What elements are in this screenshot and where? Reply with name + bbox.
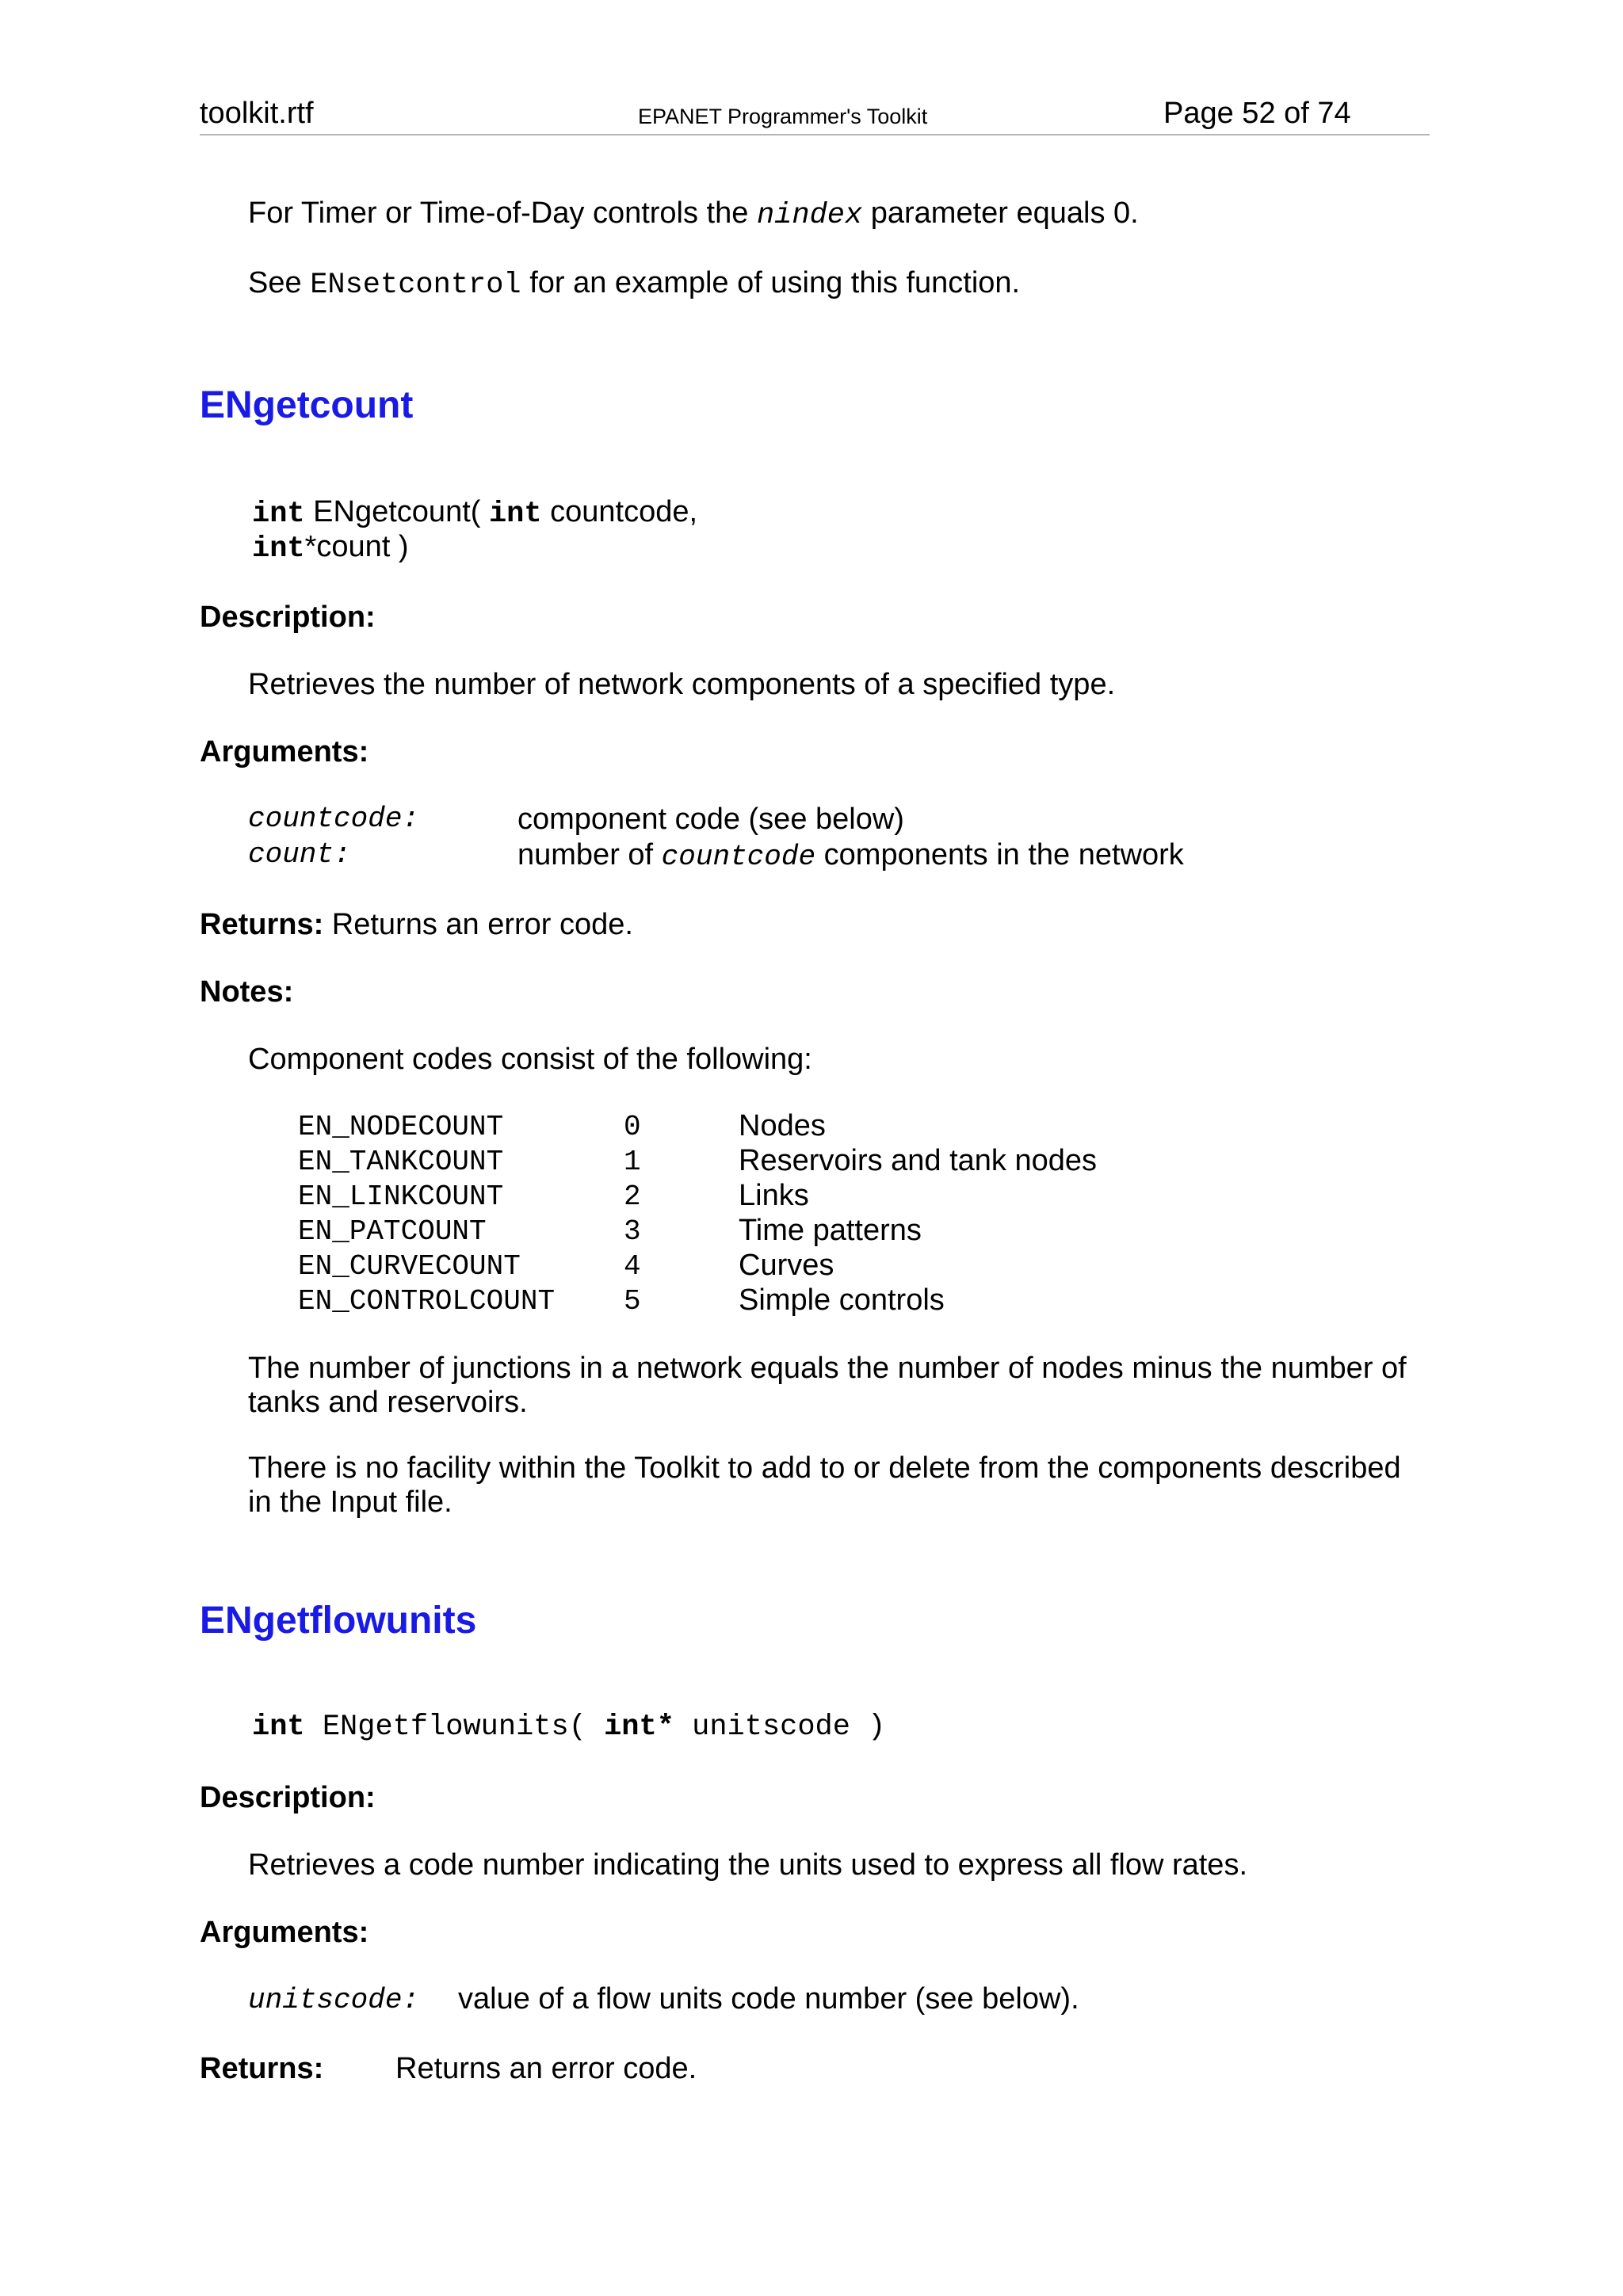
code-value: 4 [624,1250,641,1283]
code-value: 1 [624,1146,641,1178]
signature-line-1 [252,495,697,531]
returns-label: Returns: [200,2052,324,2085]
intro-text: parameter equals 0. [870,196,1139,230]
code-desc: Time patterns [739,1214,922,1247]
arg-desc-countcode: component code (see below) [517,803,904,836]
code-name: EN_PATCOUNT [298,1215,487,1248]
intro-line-1 [248,196,1139,232]
description-text: Retrieves a code number indicating the units used to express all flow rates. [248,1848,1247,1882]
intro-text: See [248,266,302,299]
code-desc: Curves [739,1249,834,1282]
code-value: 0 [624,1111,641,1143]
note-facility-line-1: There is no facility within the Toolkit to add to or delete from the components described [248,1451,1401,1485]
code-value: 5 [624,1285,641,1318]
section-title-engetcount: ENgetcount [200,384,414,426]
intro-text: for an example of using this function. [529,266,1021,299]
description-label: Description: [200,1781,376,1814]
returns-text: Returns an error code. [395,2052,697,2085]
code-desc: Nodes [739,1109,826,1142]
section-title-engetflowunits: ENgetflowunits [200,1600,477,1642]
note-junctions-line-1: The number of junctions in a network equals the number of nodes minus the number of [248,1352,1407,1385]
returns-text: Returns an error code. [331,908,633,941]
keyword-int-pointer: int* [604,1711,674,1744]
header-divider [200,134,1430,135]
signature-line-2 [252,530,409,566]
code-desc: Reservoirs and tank nodes [739,1144,1098,1177]
signature-text: ENgetcount( [304,495,489,528]
arguments-label: Arguments: [200,735,369,769]
code-name: EN_LINKCOUNT [298,1180,504,1213]
note-junctions-line-2: tanks and reservoirs. [248,1386,528,1419]
code-desc: Links [739,1179,809,1212]
returns-label: Returns: [200,908,324,941]
keyword-int: int [252,498,305,531]
code-value: 3 [624,1215,641,1248]
code-name: EN_CONTROLCOUNT [298,1285,556,1318]
description-text: Retrieves the number of network components of a specified type. [248,668,1116,701]
arg-name-countcode: countcode: [248,803,420,835]
code-value: 2 [624,1180,641,1213]
header-doc-title: EPANET Programmer's Toolkit [638,105,928,128]
function-ref-ensetcontrol: ENsetcontrol [310,269,521,302]
keyword-int: int [488,498,542,531]
code-name: EN_NODECOUNT [298,1111,504,1143]
signature-flowunits [252,1711,885,1744]
signature-text: unitscode ) [674,1711,886,1744]
intro-text: For Timer or Time-of-Day controls the [248,196,749,230]
arg-name-count: count: [248,838,351,871]
signature-text: *count ) [304,530,409,563]
arg-name-unitscode: unitscode: [248,1984,420,2016]
header-file-name: toolkit.rtf [200,97,314,130]
keyword-int: int [252,532,305,566]
notes-intro: Component codes consist of the following: [248,1043,812,1076]
code-name: EN_TANKCOUNT [298,1146,504,1178]
arg-desc-text: number of [517,838,654,871]
header-page-label: Page 52 of 74 [1163,97,1351,130]
arguments-label: Arguments: [200,1916,369,1949]
arg-desc-count [517,838,1184,873]
signature-text: ENgetflowunits( [304,1711,605,1744]
returns-line [200,908,633,942]
param-nindex: nindex [756,199,863,232]
description-label: Description: [200,601,376,634]
keyword-int: int [252,1711,305,1744]
param-countcode: countcode [661,841,816,873]
code-name: EN_CURVECOUNT [298,1250,521,1283]
signature-text: countcode, [541,495,698,528]
intro-line-2 [248,266,1020,302]
note-facility-line-2: in the Input file. [248,1486,453,1519]
arg-desc-unitscode: value of a flow units code number (see below). [458,1982,1079,2016]
code-desc: Simple controls [739,1283,945,1317]
arg-desc-text: components in the network [823,838,1184,871]
notes-label: Notes: [200,975,294,1009]
